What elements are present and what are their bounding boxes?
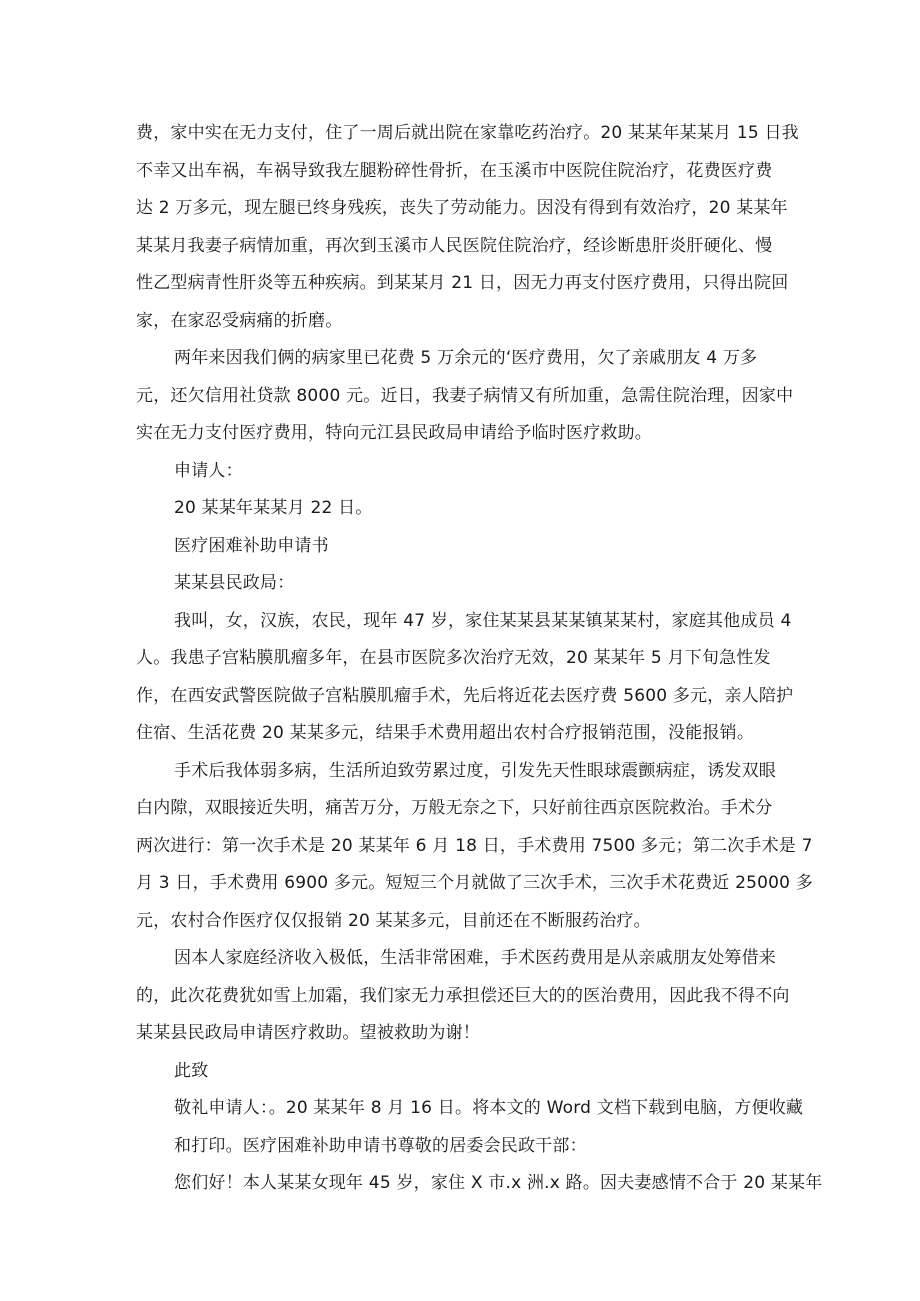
paragraph-line: 某某县民政局申请医疗救助。望被救助为谢！ (136, 1023, 480, 1043)
paragraph-line: 某某月我妻子病情加重，再次到玉溪市人民医院住院治疗，经诊断患肝炎肝硬化、慢 (136, 236, 773, 256)
paragraph-line: 家，在家忍受病痛的折磨。 (136, 311, 343, 331)
paragraph-line: 白内隙，双眼接近失明，痛苦万分，万般无奈之下，只好前往西京医院救治。手术分 (136, 798, 773, 818)
closing-line: 此致 (174, 1061, 209, 1081)
paragraph-line: 费，家中实在无力支付，住了一周后就出院在家靠吃药治疗。20 某某年某某月 15 日我 (136, 123, 799, 143)
paragraph-line: 性乙型病青性肝炎等五种疾病。到某某月 21 日，因无力再支付医疗费用，只得出院回 (136, 273, 789, 293)
paragraph-line: 两年来因我们俩的病家里已花费 5 万余元的‘医疗费用，欠了亲戚朋友 4 万多 (174, 348, 758, 368)
paragraph-line: 元，农村合作医疗仅仅报销 20 某某多元，目前还在不断服药治疗。 (136, 911, 651, 931)
paragraph-line: 因本人家庭经济收入极低，生活非常困难，手术医药费用是从亲戚朋友处筹借来 (174, 948, 776, 968)
paragraph-line: 元，还欠信用社贷款 8000 元。近日，我妻子病情又有所加重，急需住院治理，因家中 (136, 386, 794, 406)
paragraph-line: 住宿、生活花费 20 某某多元，结果手术费用超出农村合疗报销范围，没能报销。 (136, 723, 755, 743)
paragraph-line: 达 2 万多元，现左腿已终身残疾，丧失了劳动能力。因没有得到有效治疗，20 某某年 (136, 198, 788, 218)
paragraph-line: 的，此次花费犹如雪上加霜，我们家无力承担偿还巨大的的医治费用，因此我不得不向 (136, 986, 790, 1006)
paragraph-line: 手术后我体弱多病，生活所迫致劳累过度，引发先天性眼球震颤病症，诱发双眼 (174, 761, 776, 781)
paragraph-line: 您们好！本人某某女现年 45 岁，家住 X 市.x 洲.x 路。因夫妻感情不合于 20 某某年 (174, 1173, 823, 1193)
paragraph-line: 不幸又出车祸，车祸导致我左腿粉碎性骨折，在玉溪市中医院住院治疗，花费医疗费 (136, 161, 773, 181)
paragraph-line: 我叫，女，汉族，农民，现年 47 岁，家住某某县某某镇某某村，家庭其他成员 4 (174, 611, 792, 631)
paragraph-line: 和打印。医疗困难补助申请书尊敬的居委会民政干部： (174, 1136, 587, 1156)
section-title: 医疗困难补助申请书 (174, 536, 329, 556)
applicant-label: 申请人： (174, 461, 243, 481)
paragraph-line: 月 3 日，手术费用 6900 多元。短短三个月就做了三次手术，三次手术花费近 25000 多 (136, 873, 813, 893)
paragraph-line: 作，在西安武警医院做子宫粘膜肌瘤手术，先后将近花去医疗费 5600 多元，亲人陪护 (136, 686, 794, 706)
paragraph-line: 敬礼申请人：。20 某某年 8 月 16 日。将本文的 Word 文档下载到电脑，方便收藏 (174, 1098, 804, 1118)
paragraph-line: 两次进行：第一次手术是 20 某某年 6 月 18 日，手术费用 7500 多元；第二次手术是 7 (136, 836, 813, 856)
paragraph-line: 人。我患子宫粘膜肌瘤多年，在县市医院多次治疗无效，20 某某年 5 月下旬急性发 (136, 648, 771, 668)
paragraph-line: 实在无力支付医疗费用，特向元江县民政局申请给予临时医疗救助。 (136, 423, 652, 443)
date-line: 20 某某年某某月 22 日。 (174, 498, 373, 518)
salutation: 某某县民政局： (174, 573, 295, 593)
